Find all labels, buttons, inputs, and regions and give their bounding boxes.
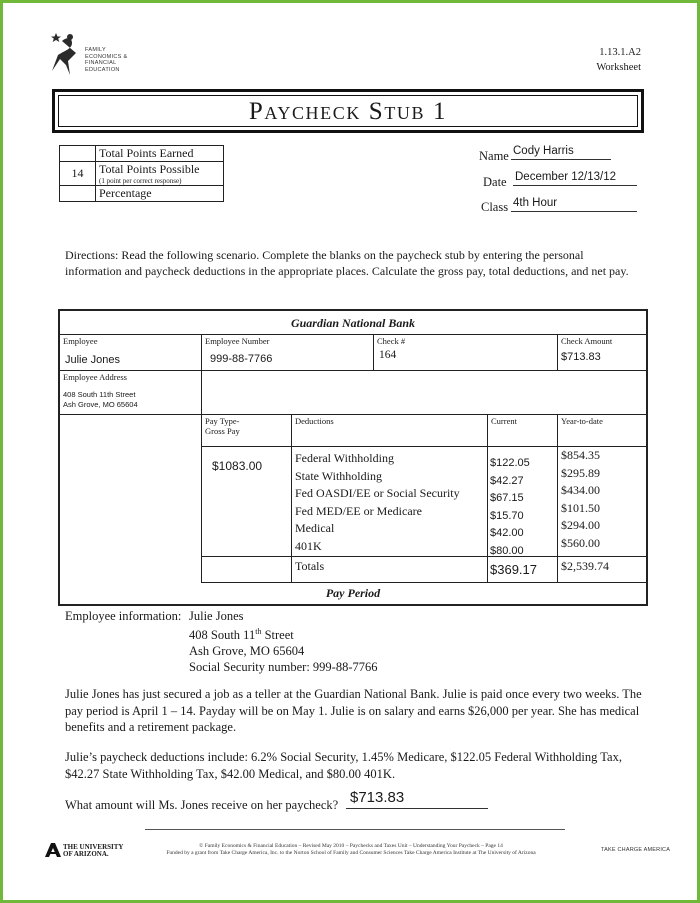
employee-label: Employee	[63, 336, 98, 346]
check-amount-label: Check Amount	[561, 336, 613, 346]
ytd-label: Year-to-date	[561, 416, 603, 426]
logo-line: EDUCATION	[85, 66, 120, 73]
points-earned-label: Total Points Earned	[96, 146, 224, 162]
ytd-value: $854.35	[561, 448, 600, 462]
pay-type-line: Gross Pay	[205, 426, 240, 436]
employee-info-name: Julie Jones	[189, 609, 244, 623]
ytd-body	[558, 415, 646, 557]
address-line: 408 South 11th Street	[63, 390, 136, 399]
points-possible-cell	[96, 162, 224, 186]
deduction-name: Federal Withholding	[295, 451, 394, 465]
ua-line: THE UNIVERSITY	[63, 843, 124, 851]
percentage-label: Percentage	[96, 186, 224, 202]
employee-info-label: Employee information:	[65, 609, 182, 623]
check-amount-cell	[558, 335, 646, 371]
employee-address-cell	[60, 371, 202, 415]
address-line: Ash Grove, MO 65604	[63, 400, 138, 409]
worksheet-page	[3, 3, 697, 900]
university-of-arizona-logo-icon	[45, 843, 61, 857]
totals-blank-cell	[202, 557, 292, 583]
current-value: $122.05	[490, 457, 530, 469]
logo-line: ECONOMICS &	[85, 53, 128, 60]
deductions-paragraph: Julie’s paycheck deductions include: 6.2% Social Security, 1.45% Medicare, $122.05 Federal Withholding Tax, $42.27 State Withholding Tax, $42.00 Medical, and $80.00 401K.	[65, 750, 622, 781]
employee-address-value[interactable]	[63, 390, 138, 410]
date-label: Date	[483, 175, 507, 189]
current-label: Current	[491, 416, 517, 426]
logo-line: FAMILY	[85, 47, 106, 53]
deductions-list	[295, 450, 460, 555]
gross-pay-value[interactable]: $1083.00	[212, 459, 263, 473]
points-possible-label: Total Points Possible	[99, 162, 200, 176]
current-body	[488, 415, 558, 557]
totals-label: Totals	[295, 559, 325, 573]
ytd-list	[561, 447, 600, 552]
footer-divider	[145, 829, 565, 830]
ytd-value: $560.00	[561, 535, 600, 550]
logo-line: FINANCIAL	[85, 60, 117, 66]
current-value: $42.27	[490, 474, 524, 487]
employee-info-street	[65, 624, 378, 643]
points-possible-value: 14	[60, 162, 96, 186]
ua-line: OF ARIZONA.	[63, 850, 109, 858]
points-table	[59, 145, 224, 202]
current-value: $67.15	[490, 492, 524, 504]
current-value: $80.00	[490, 544, 524, 557]
street-sup: th	[255, 627, 262, 636]
totals-ytd-value: $2,539.74	[561, 559, 609, 573]
check-number-label: Check #	[377, 336, 406, 346]
deduction-name: State Withholding	[295, 468, 382, 483]
title-box	[52, 89, 644, 133]
name-label: Name	[479, 149, 509, 163]
pay-type-line: Pay Type-	[205, 416, 240, 426]
answer-field[interactable]: $713.83	[346, 788, 488, 809]
totals-current-value[interactable]: $369.17	[490, 562, 537, 577]
ytd-value: $434.00	[561, 483, 600, 497]
deduction-name: 401K	[295, 538, 322, 553]
directions-text: Directions: Read the following scenario. Complete the blanks on the paycheck stub by entering the personal information and paycheck deductions in the appropriate places. Calculate the gross pay, total deductions, and net pay.	[65, 248, 629, 278]
deductions-label: Deductions	[295, 416, 334, 426]
bank-name: Guardian National Bank	[60, 311, 646, 335]
totals-label-cell	[292, 557, 488, 583]
pay-type-label	[205, 416, 240, 436]
check-number-cell	[374, 335, 558, 371]
points-earned-input[interactable]	[60, 146, 96, 162]
scenario-paragraph: Julie Jones has just secured a job as a teller at the Guardian National Bank. Julie is paid once every two weeks. The pay period is April 1 – 14. Payday will be on May 1. Julie is on salary and earns $26,000 per year. She has medical benefits and a retirement package.	[65, 687, 642, 734]
employee-number-cell	[202, 335, 374, 371]
worksheet-code	[596, 45, 641, 75]
points-possible-note: (1 point per correct response)	[99, 177, 182, 185]
employee-value[interactable]: Julie Jones	[65, 354, 121, 366]
footer-line: © Family Economics & Financial Education – Revised May 2010 – Paychecks and Taxes Unit – Understanding Your Paycheck – Page 14	[199, 843, 503, 849]
logo-text	[85, 47, 127, 73]
employee-info-city: Ash Grove, MO 65604	[189, 644, 305, 659]
deduction-name: Fed MED/EE or Medicare	[295, 503, 422, 518]
employee-number-value[interactable]: 999-88-7766	[210, 353, 273, 365]
totals-current-cell	[488, 557, 558, 583]
ytd-value: $294.00	[561, 518, 600, 532]
employee-cell	[60, 335, 202, 371]
employee-address-label: Employee Address	[63, 372, 127, 382]
deduction-name: Medical	[295, 521, 335, 535]
street-text: 408 South 11	[189, 628, 256, 643]
employee-number-label: Employee Number	[205, 336, 270, 346]
question-text: What amount will Ms. Jones receive on her paycheck?	[65, 798, 339, 812]
ytd-value: $295.89	[561, 465, 600, 480]
check-amount-value[interactable]: $713.83	[561, 351, 601, 363]
code-number: 1.13.1.A2	[599, 47, 641, 58]
employee-info-ssn: Social Security number: 999-88-7766	[189, 660, 378, 675]
page-title: Paycheck Stub 1	[248, 98, 448, 125]
deduction-name: Fed OASDI/EE or Social Security	[295, 486, 460, 500]
employee-info	[65, 608, 378, 675]
paycheck-stub	[58, 309, 648, 606]
name-field[interactable]: Cody Harris	[511, 144, 611, 160]
take-charge-america-logo: TAKE CHARGE AMERICA	[601, 847, 671, 853]
blank-address-cell	[202, 371, 646, 415]
current-value: $42.00	[490, 527, 524, 539]
doc-type: Worksheet	[596, 62, 641, 73]
current-value: $15.70	[490, 509, 524, 522]
deductions-body	[292, 415, 488, 557]
current-list[interactable]	[490, 455, 530, 560]
percentage-input[interactable]	[60, 186, 96, 202]
date-field[interactable]: December 12/13/12	[513, 170, 637, 186]
ytd-value: $101.50	[561, 500, 600, 515]
footer-line: Funded by a grant from Take Charge America, Inc. to the Norton School of Family and Consumer Sciences Take Charge America Institute at The University of Arizona	[166, 850, 536, 856]
pay-type-header	[202, 415, 292, 447]
left-blank-column	[60, 415, 202, 583]
title-inner-border	[58, 95, 638, 127]
check-number-value[interactable]: 164	[379, 349, 397, 361]
footer-text	[111, 843, 591, 857]
street-text: Street	[261, 628, 294, 643]
class-label: Class	[481, 200, 509, 214]
totals-ytd-cell	[558, 557, 646, 583]
pay-period-label: Pay Period	[325, 586, 381, 600]
gross-pay-cell	[202, 447, 292, 557]
class-field[interactable]: 4th Hour	[511, 196, 637, 212]
